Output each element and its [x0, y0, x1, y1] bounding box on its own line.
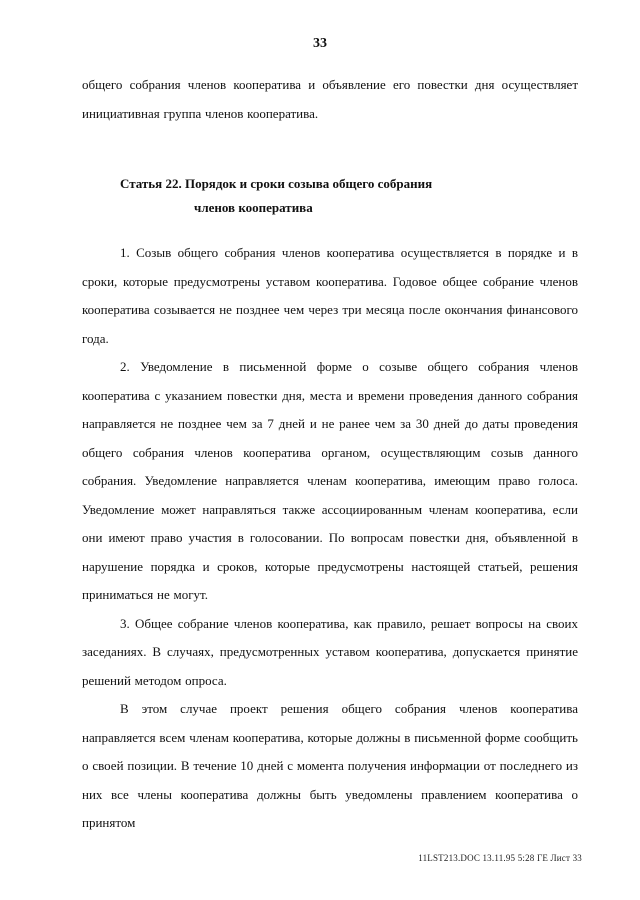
article-body — [82, 239, 578, 838]
article-title-line-2: членов кооператива — [194, 200, 313, 215]
document-footer: 11LST213.DOC 13.11.95 5:28 ГЕ Лист 33 — [418, 853, 582, 863]
article-heading — [82, 172, 578, 220]
intro-paragraph: общего собрания членов кооператива и объявление его повестки дня осуществляет инициативная группа членов кооператива. — [82, 77, 578, 121]
article-title-line-1: Статья 22. Порядок и сроки созыва общего собрания — [120, 176, 433, 191]
paragraph-4: В этом случае проект решения общего собрания членов кооператива направляется всем членам кооператива, которые должны в письменной форме сообщить о своей позиции. В течение 10 дней с момента получения информации от последнего из них все члены кооператива должны быть уведомлены правлением кооператива о принятом — [82, 701, 578, 830]
paragraph-2: 2. Уведомление в письменной форме о созыве общего собрания членов кооператива с указанием повестки дня, места и времени проведения данного собрания направляется не позднее чем за 7 дней и не ранее чем за 30 дней до даты проведения общего собрания членов кооператива органом, осуществляющим созыв данного собрания. Уведомление направляется членам кооператива, имеющим право голоса. Уведомление может направляться также ассоциированным членам кооператива, если они имеют право участия в голосовании. По вопросам повестки дня, объявленной в нарушение порядка и сроков, которые предусмотрены настоящей статьей, решения приниматься не могут. — [82, 359, 578, 602]
page-number: 33 — [313, 36, 327, 51]
paragraph-3: 3. Общее собрание членов кооператива, как правило, решает вопросы на своих заседаниях. В случаях, предусмотренных уставом кооператива, допускается принятие решений методом опроса. — [82, 615, 578, 688]
paragraph-1: 1. Созыв общего собрания членов кооператива осуществляется в порядке и в сроки, которые предусмотрены уставом кооператива. Годовое общее собрание членов кооператива созывается не позднее чем через три месяца после окончания финансового года. — [82, 245, 578, 346]
